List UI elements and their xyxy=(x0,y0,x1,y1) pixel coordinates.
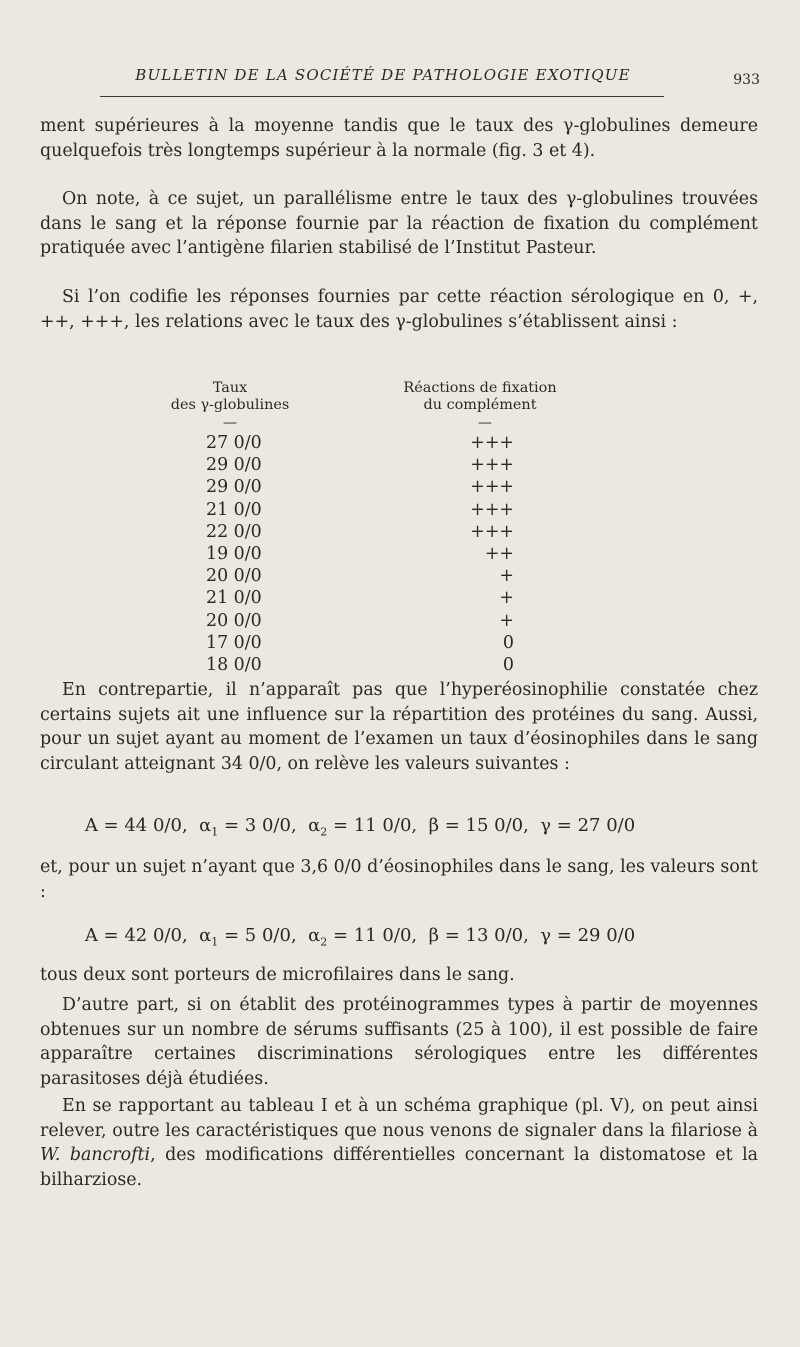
column-header-reaction-line2: du complément xyxy=(423,397,537,413)
table-cell-reaction: + xyxy=(499,566,514,587)
table-cell-reaction: 0 xyxy=(502,632,514,653)
rates-column xyxy=(190,432,300,676)
paragraph-8 xyxy=(40,1094,758,1192)
species-name: W. bancrofti xyxy=(40,1145,151,1165)
formula-alpha2-sub: 2 xyxy=(320,825,328,839)
table-cell-rate: 29 0/0 xyxy=(206,455,262,476)
formula-alpha2-value: = 11 0/0, xyxy=(327,815,418,836)
table-cell-rate: 29 0/0 xyxy=(206,477,262,498)
paragraph-6: tous deux sont porteurs de microfilaires dans le sang. xyxy=(40,965,515,985)
formula-alpha1-sub: 1 xyxy=(211,825,219,839)
table-cell-rate: 20 0/0 xyxy=(206,566,262,587)
reactions-column xyxy=(430,432,540,676)
formula-a: A = 44 0/0, xyxy=(84,815,188,836)
table-cell-reaction: +++ xyxy=(470,455,514,476)
formula-alpha1-value: = 3 0/0, xyxy=(218,815,297,836)
table-cell-rate: 18 0/0 xyxy=(206,654,262,675)
table-cell-reaction: ++ xyxy=(484,543,514,564)
table-cell-rate: 27 0/0 xyxy=(206,433,262,453)
paragraph-5: et, pour un sujet n’ayant que 3,6 0/0 d’éosinophiles dans le sang, les valeurs sont : xyxy=(40,857,758,902)
table-cell-reaction: 0 xyxy=(502,654,514,675)
page-number: 933 xyxy=(733,72,760,88)
formula-gamma: γ = 29 0/0 xyxy=(540,925,636,946)
table-cell-reaction: +++ xyxy=(470,477,514,498)
table-cell-rate: 17 0/0 xyxy=(206,632,262,653)
formula-alpha1-symbol: α xyxy=(199,925,212,946)
formula-alpha2-sub: 2 xyxy=(320,935,328,949)
table-cell-reaction: +++ xyxy=(470,433,514,453)
header-rule xyxy=(100,96,664,97)
formula-gamma: γ = 27 0/0 xyxy=(540,815,636,836)
column-header-rate-line1: Taux xyxy=(212,380,248,396)
table-cell-reaction: +++ xyxy=(470,521,514,542)
paragraph-1: ment supérieures à la moyenne tandis que le taux des γ-globulines demeure quelquefois très longtemps supérieur à la normale (fig. 3 et 4). xyxy=(40,116,758,161)
formula-alpha2-value: = 11 0/0, xyxy=(327,925,418,946)
table-cell-reaction: + xyxy=(499,588,514,609)
paragraph-4: En contrepartie, il n’apparaît pas que l’hyperéosinophilie constatée chez certains sujets ait une influence sur la répartition des protéines du sang. Aussi, pour un sujet ayant au moment de l’examen un taux d’éosinophiles dans le sang circulant atteignant 34 0/0, on relève les valeurs suivantes : xyxy=(40,680,758,774)
formula-alpha2-symbol: α xyxy=(308,815,321,836)
formula-alpha1-sub: 1 xyxy=(211,935,219,949)
paragraph-3: Si l’on codifie les réponses fournies par cette réaction sérologique en 0, +, ++, +++, les relations avec le taux des γ-globulines s’établissent ainsi : xyxy=(40,287,758,332)
column-header-reaction-line1: Réactions de fixation xyxy=(403,380,557,396)
table-cell-rate: 20 0/0 xyxy=(206,610,262,631)
running-header xyxy=(40,66,760,96)
table-cell-rate: 21 0/0 xyxy=(206,588,262,609)
paragraph-8-start: En se rapportant au tableau I et à un schéma graphique (pl. V), on peut ainsi relever, outre les caractéristiques que nous venons de signaler dans la filariose à xyxy=(40,1096,758,1141)
table-cell-rate: 22 0/0 xyxy=(206,521,262,542)
formula-values-2 xyxy=(0,925,720,949)
formula-alpha1-value: = 5 0/0, xyxy=(218,925,297,946)
column-header-rate-line2: des γ-globulines xyxy=(170,397,290,413)
formula-alpha2-symbol: α xyxy=(308,925,321,946)
paragraph-8-end: , des modifications différentielles concernant la distomatose et la bilharziose. xyxy=(40,1145,759,1190)
table-cell-rate: 21 0/0 xyxy=(206,499,262,520)
formula-beta: β = 15 0/0, xyxy=(428,815,529,836)
table-cell-reaction: +++ xyxy=(470,499,514,520)
journal-title: BULLETIN DE LA SOCIÉTÉ DE PATHOLOGIE EXOTIQUE xyxy=(135,66,631,84)
header-dash-rate: — xyxy=(223,415,237,431)
table-cell-reaction: + xyxy=(499,610,514,631)
paragraph-2: On note, à ce sujet, un parallélisme entre le taux des γ-globulines trouvées dans le sang et la réponse fournie par la réaction de fixation du complément pratiquée avec l’antigène filarien stabilisé de l’Institut Pasteur. xyxy=(40,189,758,258)
formula-alpha1-symbol: α xyxy=(199,815,212,836)
table-cell-rate: 19 0/0 xyxy=(206,543,262,564)
formula-beta: β = 13 0/0, xyxy=(428,925,529,946)
paragraph-7: D’autre part, si on établit des protéinogrammes types à partir de moyennes obtenues sur un nombre de sérums suffisants (25 à 100), il est possible de faire apparaître certaines discriminations sérologiques entre les différentes parasitoses déjà étudiées. xyxy=(40,995,758,1089)
column-header-reaction xyxy=(380,380,580,414)
column-header-rate xyxy=(160,380,300,414)
formula-a: A = 42 0/0, xyxy=(84,925,188,946)
formula-values-1 xyxy=(0,815,720,839)
header-dash-reaction: — xyxy=(478,415,492,431)
